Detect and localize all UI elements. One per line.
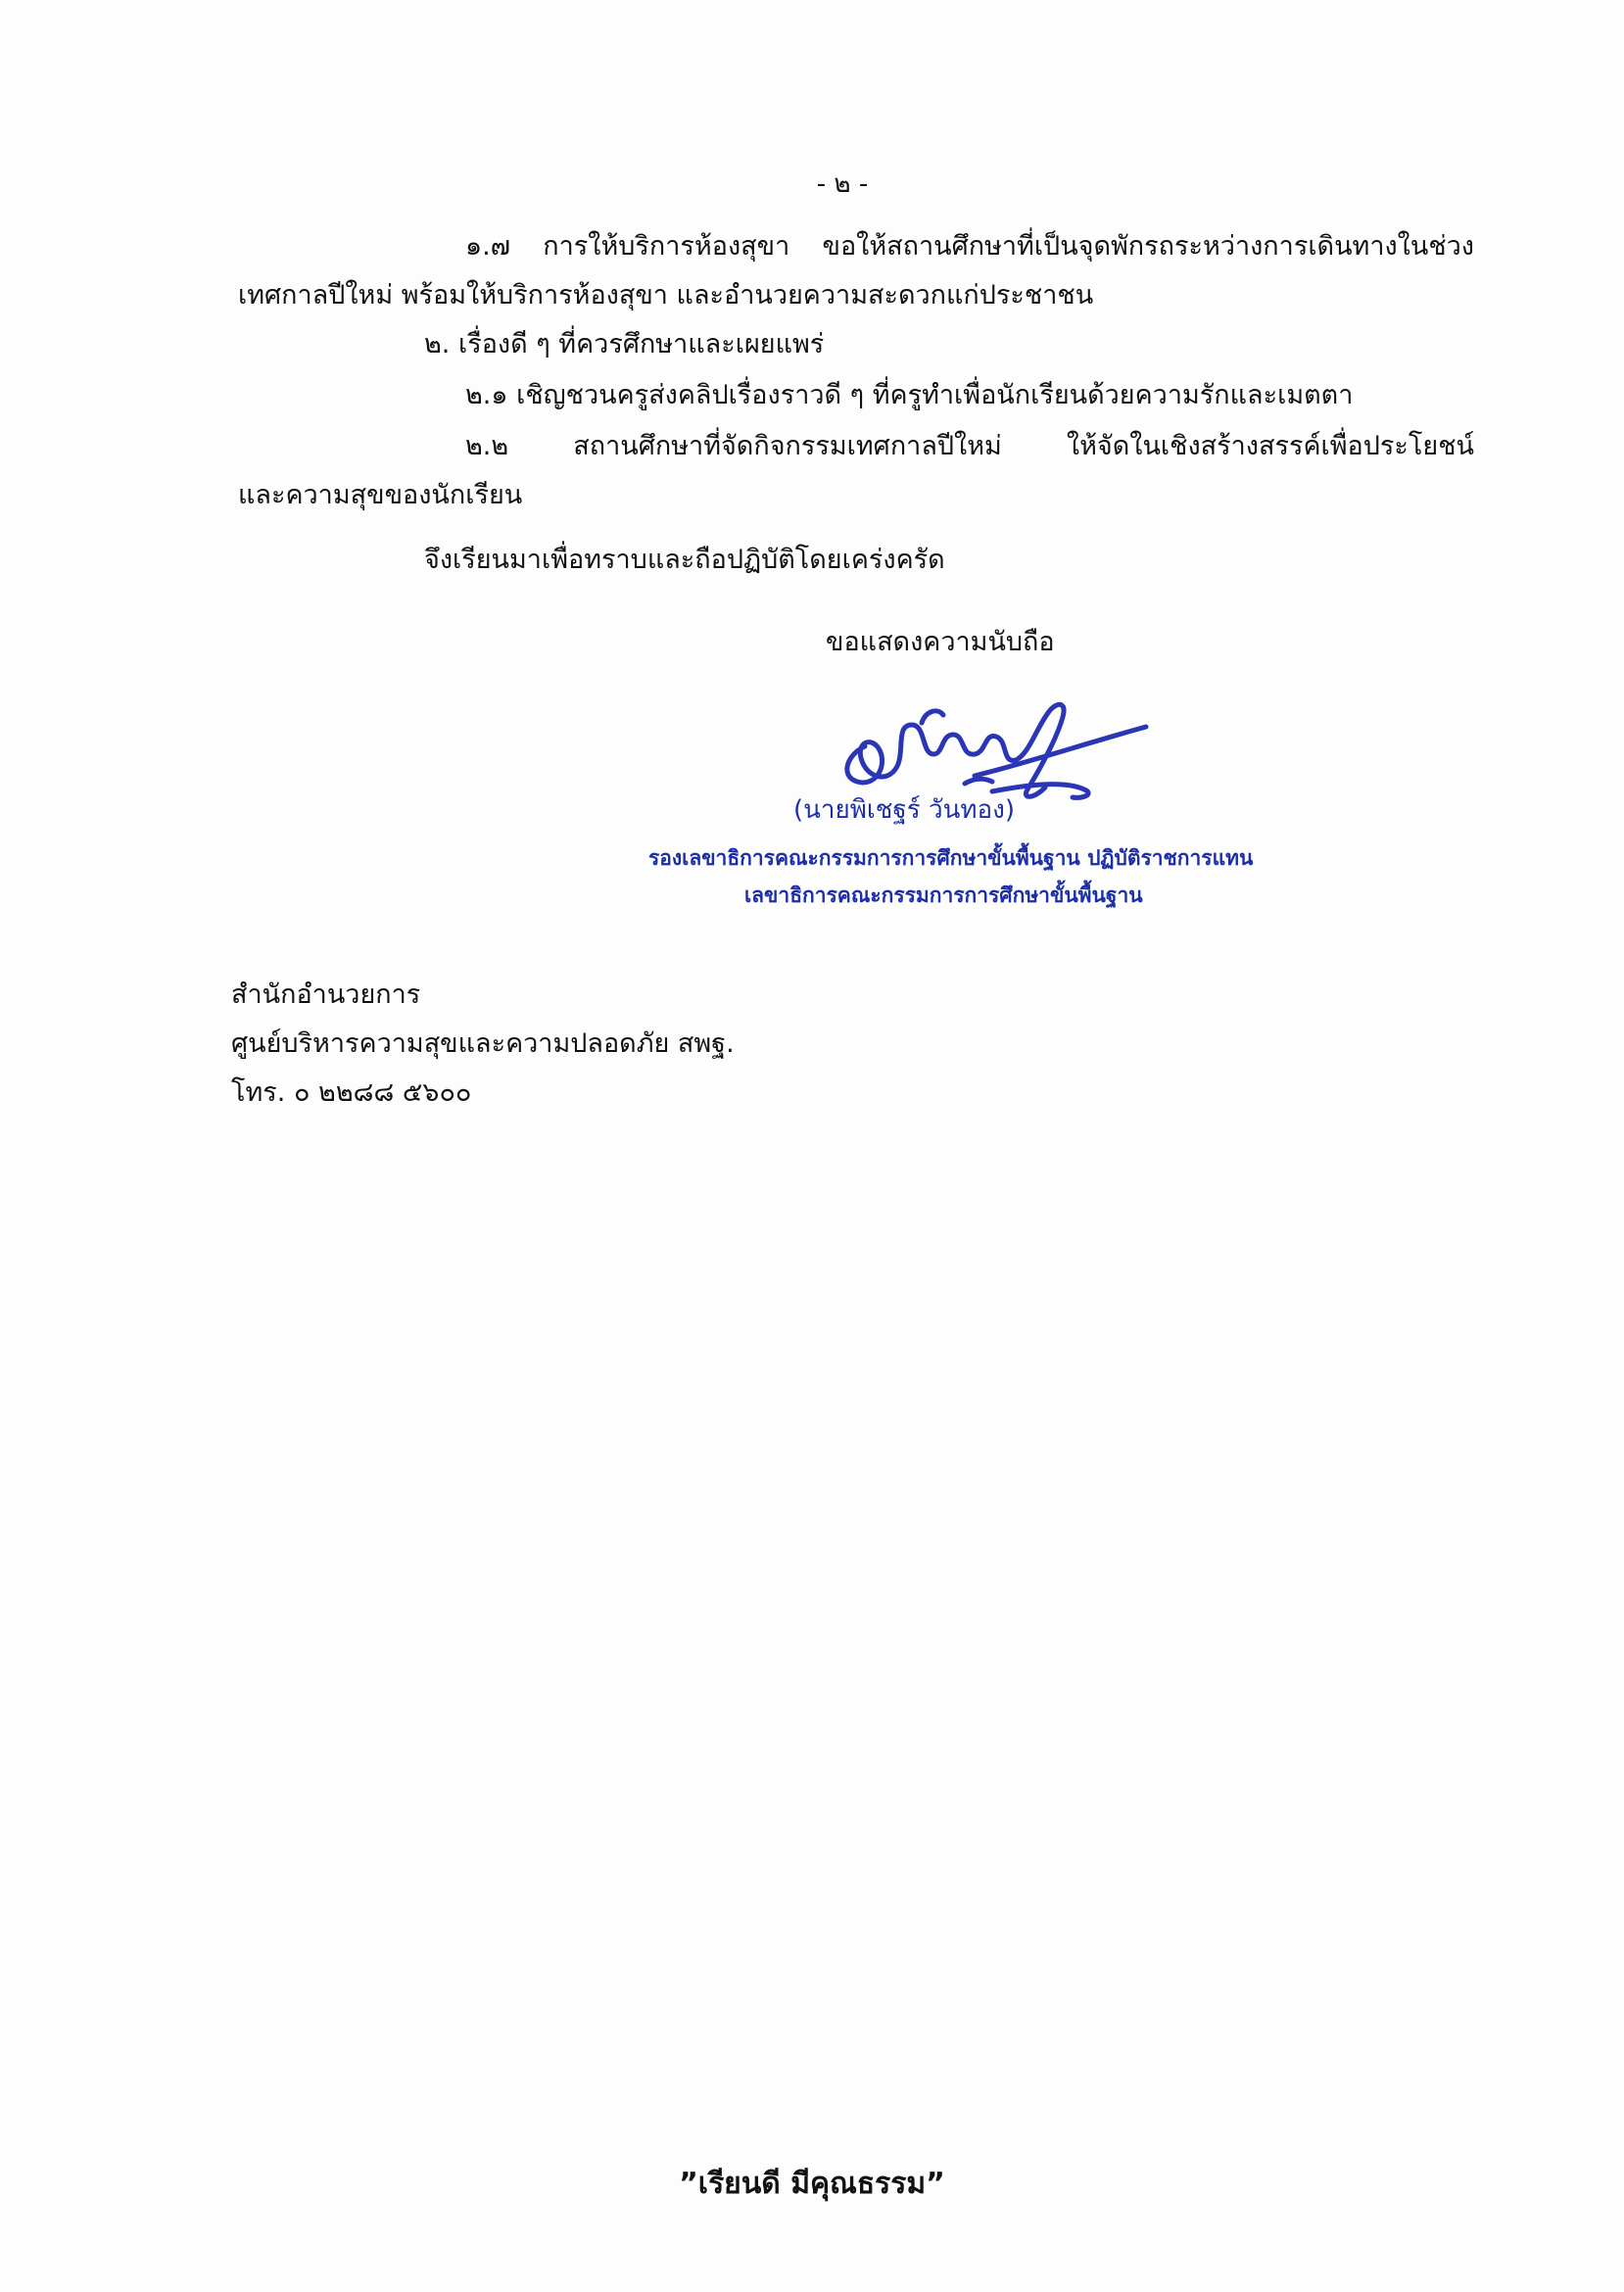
contact-center: ศูนย์บริหารความสุขและความปลอดภัย สพฐ. — [231, 1028, 735, 1059]
closing-request: จึงเรียนมาเพื่อทราบและถือปฏิบัติโดยเคร่งครัด — [424, 545, 945, 575]
section2-item2-line2: และความสุขของนักเรียน — [238, 480, 523, 510]
salutation: ขอแสดงความนับถือ — [826, 627, 1055, 657]
handwritten-signature — [828, 686, 1161, 803]
section2-item1: ๒.๑ เชิญชวนครูส่งคลิปเรื่องราวดี ๆ ที่ครูทำเพื่อนักเรียนด้วยความรักและเมตตา — [465, 380, 1354, 410]
page-number: - ๒ - — [816, 169, 869, 199]
signatory-title-line1: รองเลขาธิการคณะกรรมการการศึกษาขั้นพื้นฐาน ปฏิบัติราชการแทน — [648, 846, 1254, 870]
item-1-7-line2: เทศกาลปีใหม่ พร้อมให้บริการห้องสุขา และอำนวยความสะดวกแก่ประชาชน — [238, 280, 1094, 310]
contact-phone: โทร. ๐ ๒๒๘๘ ๕๖๐๐ — [231, 1077, 472, 1108]
contact-office: สำนักอำนวยการ — [231, 979, 421, 1010]
section2-item2-line1: ๒.๒ สถานศึกษาที่จัดกิจกรรมเทศกาลปีใหม่ ให้จัดในเชิงสร้างสรรค์เพื่อประโยชน์ — [465, 431, 1474, 461]
footer-motto: ”เรียนดี มีคุณธรรม” — [679, 2167, 945, 2201]
section2-heading: ๒. เรื่องดี ๆ ที่ควรศึกษาและเผยแพร่ — [424, 329, 825, 359]
signatory-title-line2: เลขาธิการคณะกรรมการการศึกษาขั้นพื้นฐาน — [744, 883, 1143, 907]
signatory-name: (นายพิเชฐร์ วันทอง) — [793, 795, 1015, 825]
item-1-7-line1: ๑.๗ การให้บริการห้องสุขา ขอให้สถานศึกษาที่เป็นจุดพักรถระหว่างการเดินทางในช่วง — [465, 231, 1474, 262]
